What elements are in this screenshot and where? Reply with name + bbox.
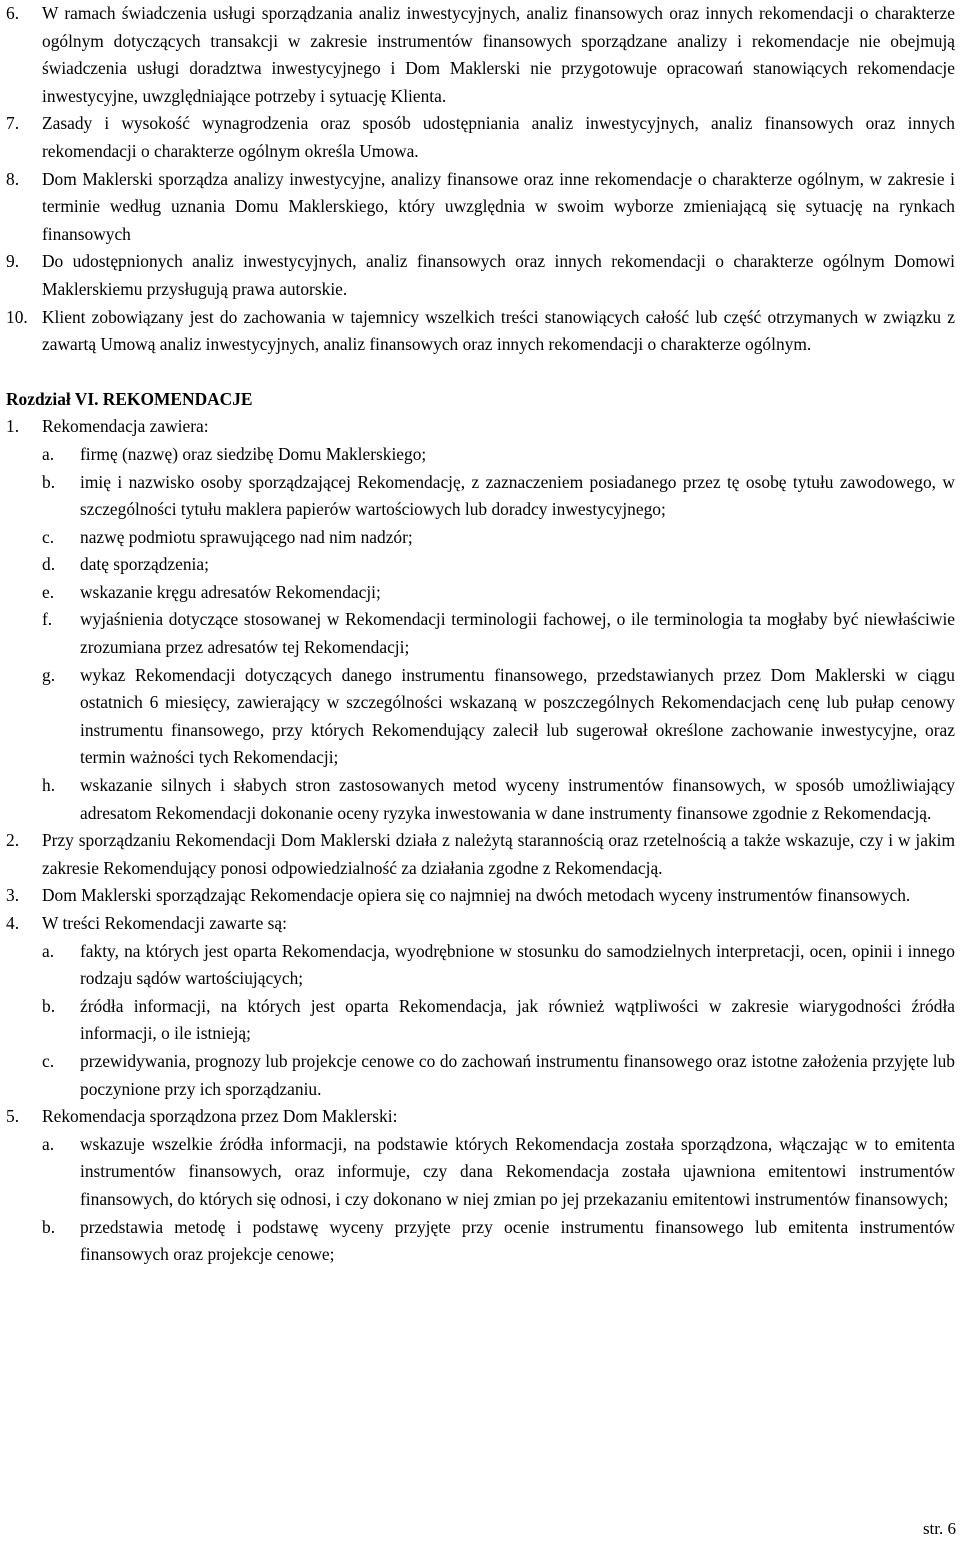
item-number: 6.	[6, 3, 20, 23]
sub-letter: c.	[42, 526, 55, 547]
sub-letter: e.	[42, 581, 55, 602]
item-text: Zasady i wysokość wynagrodzenia oraz sposób udostępniania analiz inwestycyjnych, analiz finansowych oraz innych rekomendacji o charakterze ogólnym określa Umowa.	[42, 113, 955, 161]
sub-list-item	[42, 993, 955, 1048]
sub-text: imię i nazwisko osoby sporządzającej Rekomendację, z zaznaczeniem posiadanego przez tę osobę tytułu zawodowego, w szczególności tytułu maklera papierów wartościowych lub doradcy inwestycyjnego;	[80, 471, 955, 520]
sub-text: źródła informacji, na których jest oparta Rekomendacja, jak również wątpliwości w zakresie wiarygodności źródła informacji, o ile istnieją;	[80, 995, 955, 1044]
sub-letter: d.	[42, 554, 56, 575]
sub-list-item	[42, 1214, 955, 1269]
section-spacer	[6, 359, 955, 386]
sub-list-item	[42, 606, 955, 661]
item-number: 9.	[6, 251, 20, 272]
page-number: str. 6	[922, 1519, 956, 1538]
sub-text: firmę (nazwę) oraz siedzibę Domu Maklerskiego;	[80, 443, 427, 464]
sub-letter: c.	[42, 1050, 55, 1071]
list-item	[6, 1103, 955, 1131]
list-item	[6, 304, 955, 359]
sub-list-item	[42, 524, 955, 552]
sub-text: datę sporządzenia;	[80, 554, 209, 575]
item-text: Klient zobowiązany jest do zachowania w tajemnicy wszelkich treści stanowiących całość lub część otrzymanych w związku z zawartą Umową analiz inwestycyjnych, analiz finansowych oraz innych rekomendacji o charakterze ogólnym.	[42, 306, 955, 355]
item-number: 5.	[6, 1106, 20, 1127]
item-number: 1.	[6, 416, 20, 437]
sub-list-item	[42, 469, 955, 524]
item-text: W ramach świadczenia usługi sporządzania analiz inwestycyjnych, analiz finansowych oraz innych rekomendacji o charakterze ogólnym dotyczących transakcji w zakresie instrumentów finansowych sporządzane analizy i rekomendacje nie obejmują świadczenia usługi doradztwa inwestycyjnego i Dom Maklerski nie przygotowuje opracowań stanowiących rekomendacje inwestycyjne, uwzględniające potrzeby i sytuację Klienta.	[42, 3, 955, 106]
sub-list-item	[42, 1131, 955, 1214]
item-number: 3.	[6, 885, 20, 906]
sub-letter: g.	[42, 664, 56, 685]
item-number: 2.	[6, 830, 20, 851]
sub-text: przewidywania, prognozy lub projekcje cenowe co do zachowań instrumentu finansowego oraz istotne założenia przyjęte lub poczynione przy ich sporządzaniu.	[80, 1050, 955, 1099]
chapter-heading: Rozdział VI. REKOMENDACJE	[6, 388, 253, 409]
sub-letter: a.	[42, 1133, 55, 1154]
list-item	[6, 413, 955, 441]
document-page	[6, 0, 955, 1269]
sub-letter: a.	[42, 443, 55, 464]
item-text: Przy sporządzaniu Rekomendacji Dom Maklerski działa z należytą starannością oraz rzetelnością a także wskazuje, czy i w jakim zakresie Rekomendujący ponosi odpowiedzialność za działania zgodne z Rekomendacją.	[42, 830, 955, 878]
sub-text: wykaz Rekomendacji dotyczących danego instrumentu finansowego, przedstawianych przez Dom Maklerski w ciągu ostatnich 6 miesięcy, zawierający w szczególności wskazaną w poszczególnych Rekomendacjach cenę lub pułap cenowy instrumentu finansowego, przy których Rekomendujący zalecił lub sugerował określone zachowanie inwestycyjne, oraz termin ważności tych Rekomendacji;	[80, 664, 955, 768]
sub-list-item	[42, 1048, 955, 1103]
sub-text: wyjaśnienia dotyczące stosowanej w Rekomendacji terminologii fachowej, o ile terminologia ta mogłaby być niewłaściwie zrozumiana przez adresatów tej Rekomendacji;	[80, 609, 955, 658]
sub-letter: a.	[42, 940, 55, 961]
list-item	[6, 248, 955, 303]
list-item	[6, 110, 955, 165]
item-text: Dom Maklerski sporządzając Rekomendacje opiera się co najmniej na dwóch metodach wyceny instrumentów finansowych.	[42, 885, 911, 906]
sub-letter: h.	[42, 775, 56, 796]
sub-letter: b.	[42, 471, 56, 492]
sub-letter: b.	[42, 1216, 56, 1237]
sub-list-item	[42, 938, 955, 993]
sub-text: wskazuje wszelkie źródła informacji, na podstawie których Rekomendacja została sporządzona, włączając w to emitenta instrumentów finansowych, oraz informuje, czy dana Rekomendacja została ujawniona emitentowi instrumentów finansowych, do których się odnosi, i czy dokonano w niej zmian po jej przekazaniu emitentowi instrumentów finansowych;	[80, 1133, 955, 1209]
item-number: 4.	[6, 913, 20, 933]
sub-list-item	[42, 441, 955, 469]
item-number: 7.	[6, 113, 20, 134]
list-item	[6, 166, 955, 249]
sub-text: przedstawia metodę i podstawę wyceny przyjęte przy ocenie instrumentu finansowego lub emitenta instrumentów finansowych oraz projekcje cenowe;	[80, 1216, 955, 1265]
sub-letter: f.	[42, 609, 53, 630]
sub-letter: b.	[42, 995, 56, 1016]
item-text: Rekomendacja sporządzona przez Dom Maklerski:	[42, 1106, 398, 1127]
item-text: Dom Maklerski sporządza analizy inwestycyjne, analizy finansowe oraz inne rekomendacje o charakterze ogólnym, w zakresie i terminie według uznania Domu Maklerskiego, który uwzględnia w swoim wyborze zmieniającą się sytuację na rynkach finansowych	[42, 168, 955, 244]
sub-text: nazwę podmiotu sprawującego nad nim nadzór;	[80, 526, 413, 547]
item-number: 10.	[6, 306, 28, 327]
item-text: Rekomendacja zawiera:	[42, 416, 209, 437]
list-item	[6, 910, 955, 938]
list-item	[6, 0, 955, 110]
sub-text: fakty, na których jest oparta Rekomendacja, wyodrębnione w stosunku do samodzielnych interpretacji, ocen, opinii i innego rodzaju sądów wartościujących;	[80, 940, 955, 989]
sub-list-item	[42, 551, 955, 579]
item-text: Do udostępnionych analiz inwestycyjnych, analiz finansowych oraz innych rekomendacji o charakterze ogólnym Domowi Maklerskiemu przysługują prawa autorskie.	[42, 251, 955, 299]
sub-list-item	[42, 579, 955, 607]
item-number: 8.	[6, 168, 20, 189]
list-item	[6, 882, 955, 910]
sub-text: wskazanie kręgu adresatów Rekomendacji;	[80, 581, 381, 602]
list-item	[6, 827, 955, 882]
sub-text: wskazanie silnych i słabych stron zastosowanych metod wyceny instrumentów finansowych, w sposób umożliwiający adresatom Rekomendacji dokonanie oceny ryzyka inwestowania w dane instrumenty finansowe zgodnie z Rekomendacją.	[80, 775, 955, 823]
sub-list-item	[42, 772, 955, 827]
sub-list-item	[42, 662, 955, 772]
item-text: W treści Rekomendacji zawarte są:	[42, 913, 287, 933]
